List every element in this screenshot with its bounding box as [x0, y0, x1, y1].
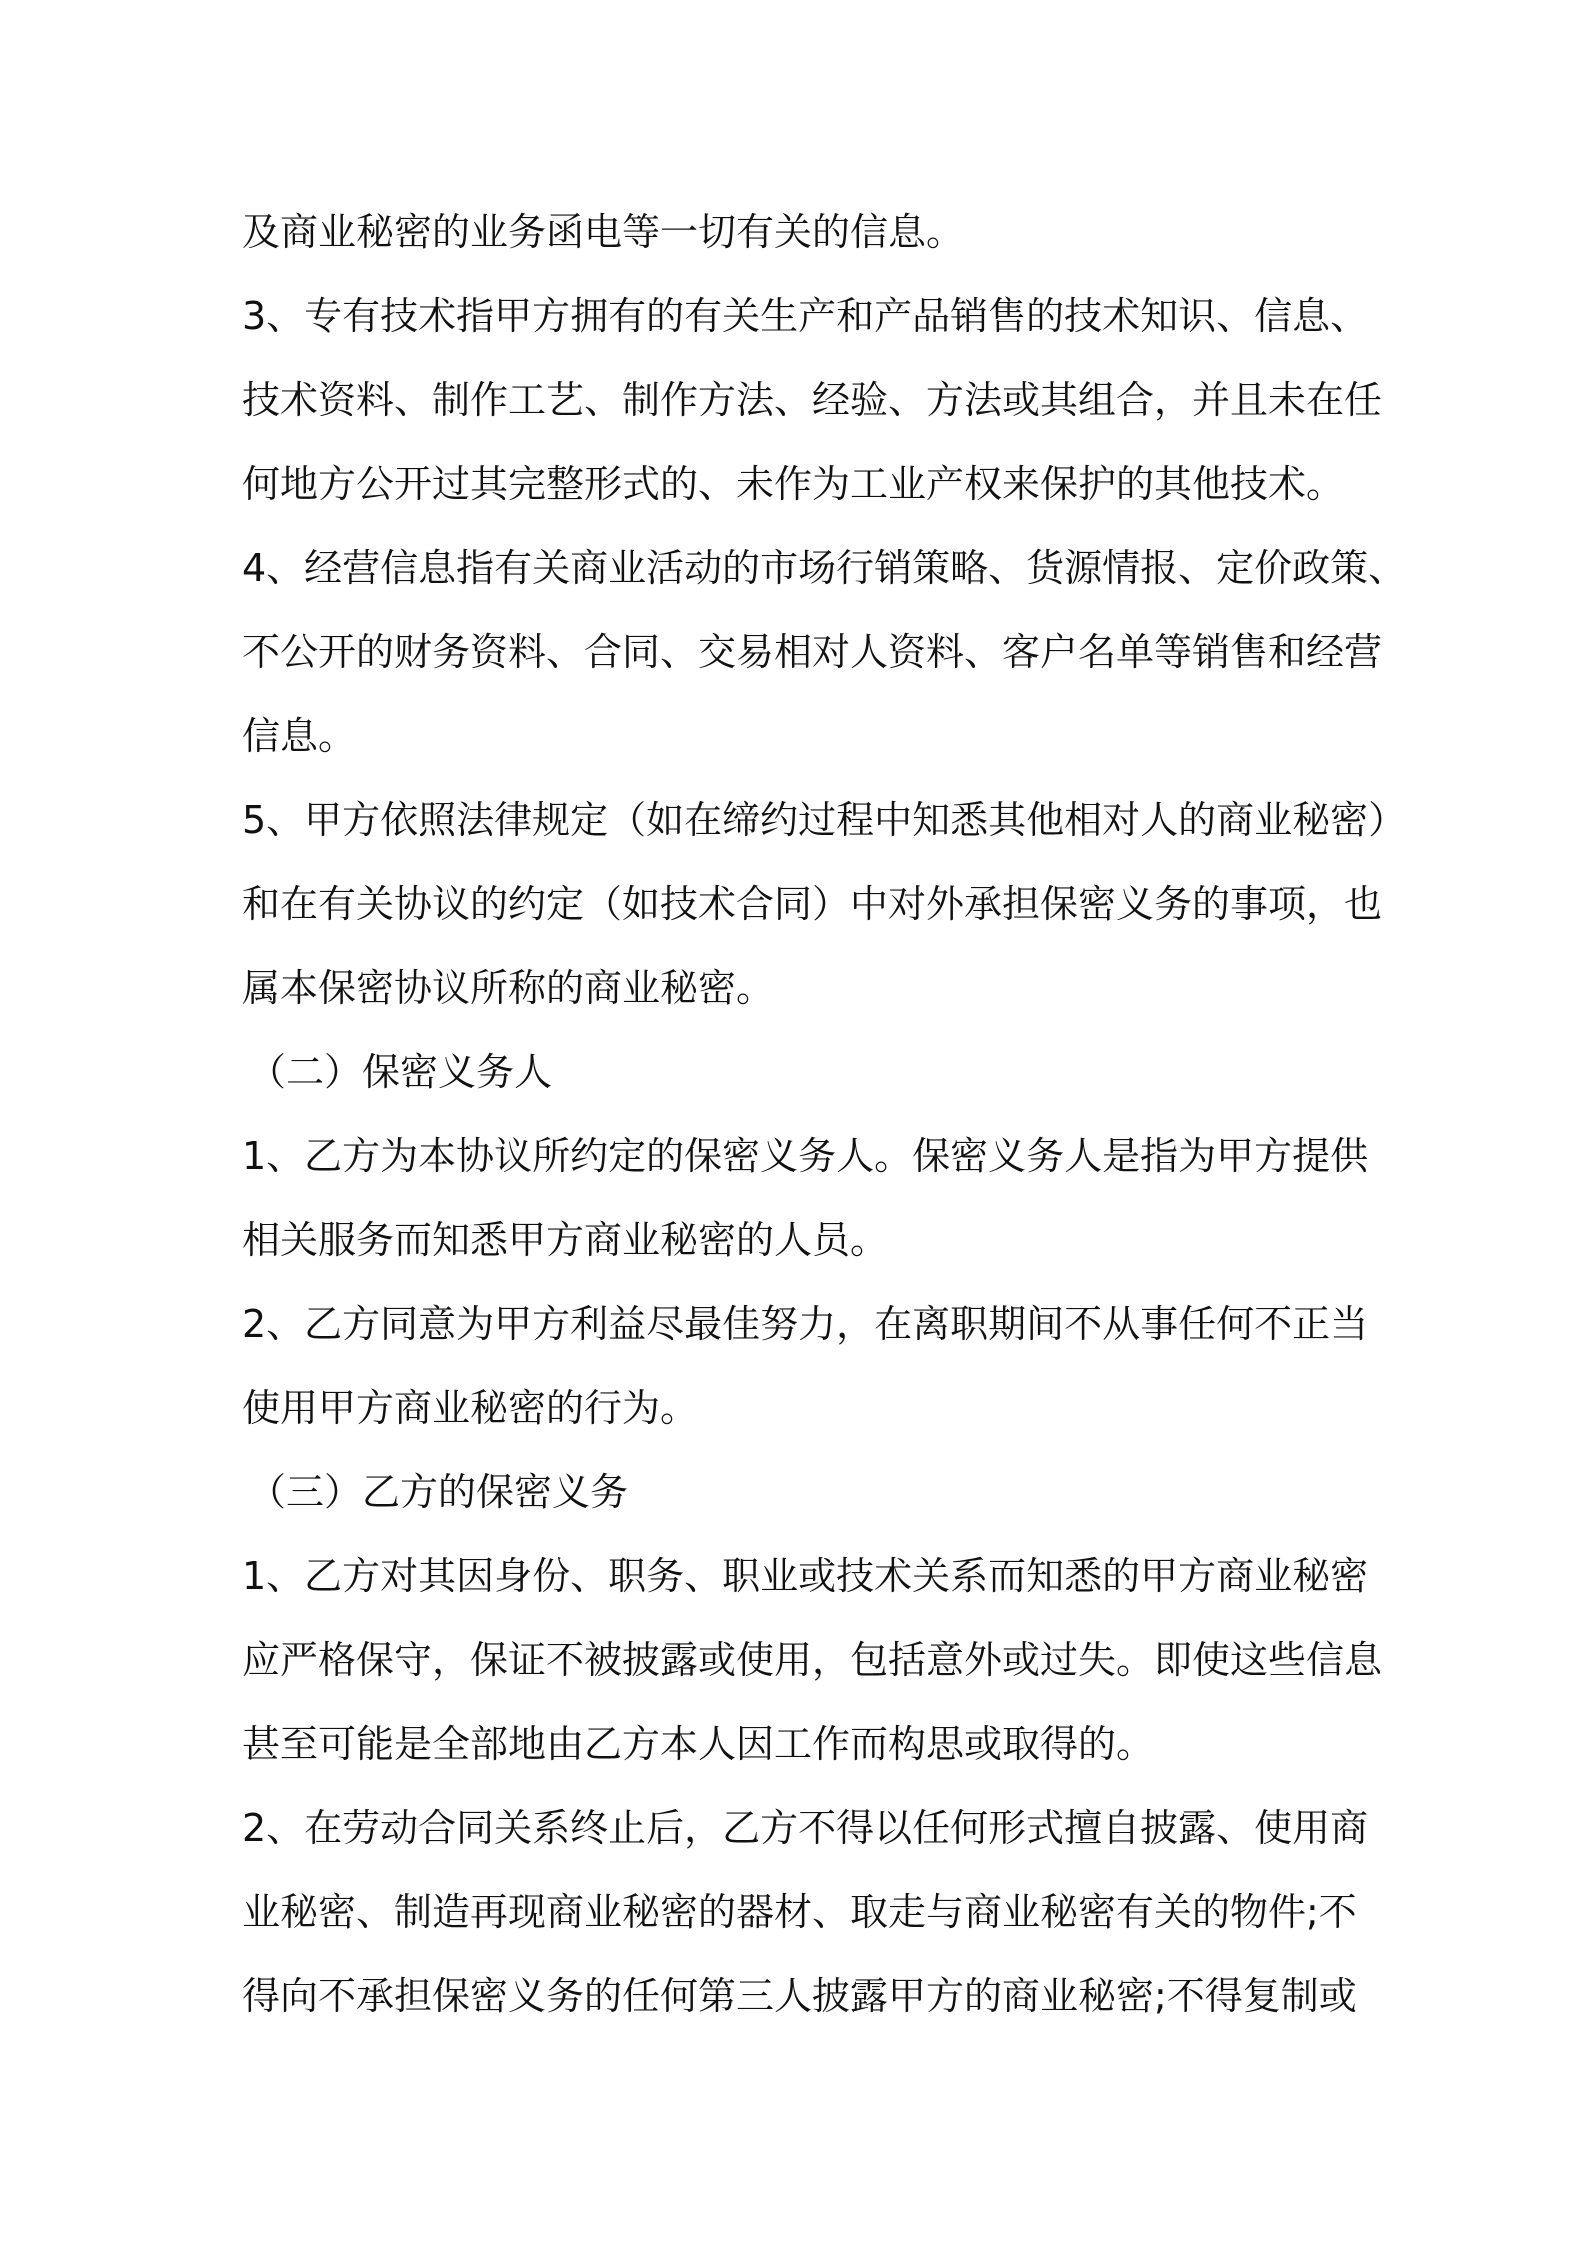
paragraph-line: 技术资料、制作工艺、制作方法、经验、方法或其组合，并且未在任	[242, 378, 1383, 422]
paragraph-line: 使用甲方商业秘密的行为。	[242, 1386, 699, 1430]
section-heading: （二）保密义务人	[248, 1050, 553, 1094]
paragraph-line: 不公开的财务资料、合同、交易相对人资料、客户名单等销售和经营	[242, 630, 1383, 674]
paragraph-line: 4、经营信息指有关商业活动的市场行销策略、货源情报、定价政策、	[242, 546, 1407, 590]
document-body	[242, 190, 1407, 2038]
paragraph-line: 5、甲方依照法律规定（如在缔约过程中知悉其他相对人的商业秘密）	[242, 798, 1407, 842]
paragraph-line: 2、乙方同意为甲方利益尽最佳努力，在离职期间不从事任何不正当	[242, 1302, 1369, 1346]
paragraph-line: 3、专有技术指甲方拥有的有关生产和产品销售的技术知识、信息、	[242, 294, 1369, 338]
section-heading: （三）乙方的保密义务	[248, 1470, 629, 1514]
paragraph-line: 得向不承担保密义务的任何第三人披露甲方的商业秘密;不得复制或	[242, 1974, 1357, 2018]
paragraph-line: 何地方公开过其完整形式的、未作为工业产权来保护的其他技术。	[242, 462, 1345, 506]
paragraph-line: 1、乙方为本协议所约定的保密义务人。保密义务人是指为甲方提供	[242, 1134, 1369, 1178]
paragraph-line: 属本保密协议所称的商业秘密。	[242, 966, 775, 1010]
paragraph-line: 业秘密、制造再现商业秘密的器材、取走与商业秘密有关的物件;不	[242, 1890, 1357, 1934]
paragraph-line: 甚至可能是全部地由乙方本人因工作而构思或取得的。	[242, 1722, 1155, 1766]
paragraph-line: 应严格保守，保证不被披露或使用，包括意外或过失。即使这些信息	[242, 1638, 1383, 1682]
paragraph-line: 1、乙方对其因身份、职务、职业或技术关系而知悉的甲方商业秘密	[242, 1554, 1369, 1598]
paragraph-line: 信息。	[242, 714, 357, 758]
paragraph-line: 和在有关协议的约定（如技术合同）中对外承担保密义务的事项，也	[242, 882, 1383, 926]
paragraph-line: 相关服务而知悉甲方商业秘密的人员。	[242, 1218, 889, 1262]
paragraph-line: 2、在劳动合同关系终止后，乙方不得以任何形式擅自披露、使用商	[242, 1806, 1369, 1850]
paragraph-line: 及商业秘密的业务函电等一切有关的信息。	[242, 210, 965, 254]
